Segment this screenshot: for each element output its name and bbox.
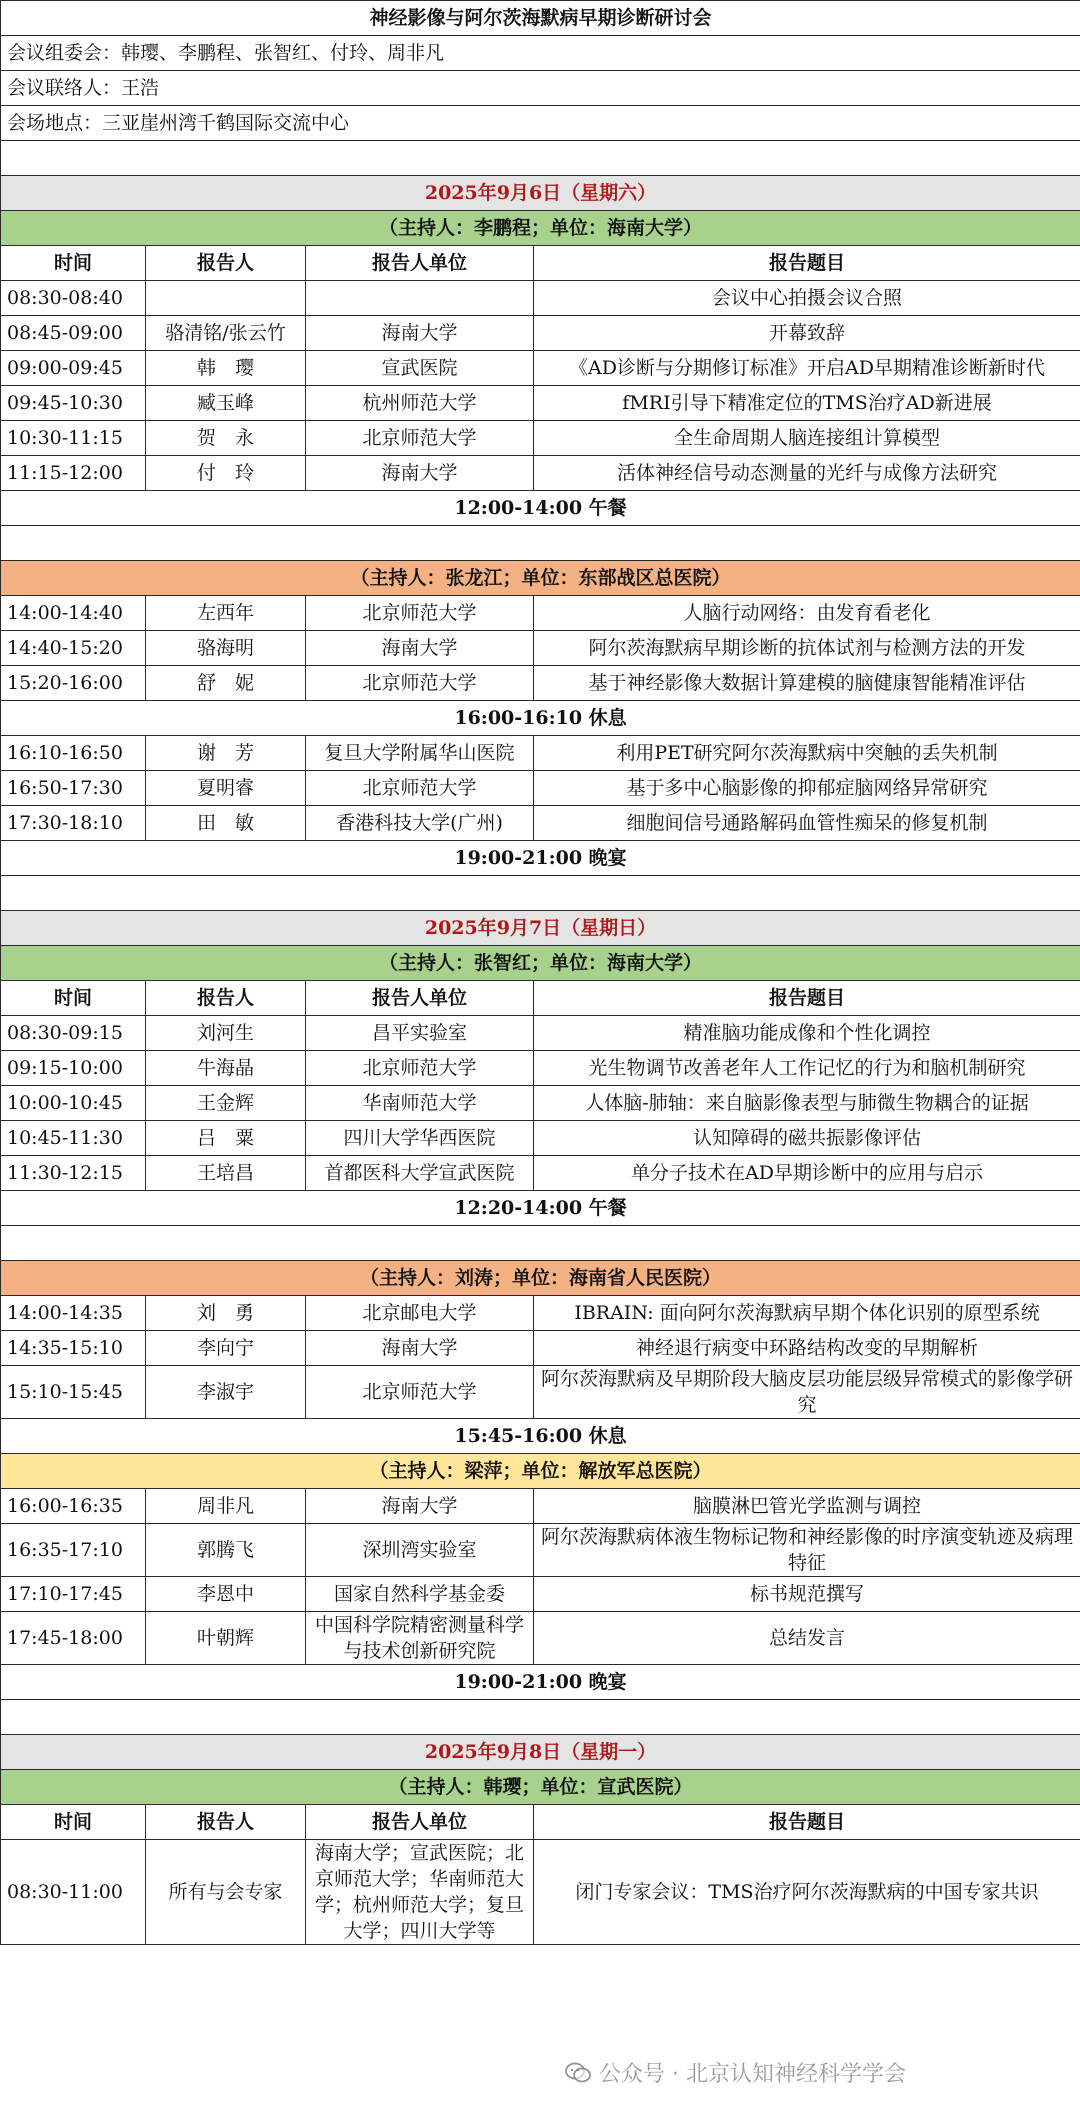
table-row xyxy=(1,1612,1080,1665)
break-row-cell: 12:00-14:00 午餐 xyxy=(1,491,1080,526)
topic-cell: 总结发言 xyxy=(534,1612,1080,1665)
header-affiliation: 报告人单位 xyxy=(306,1805,534,1840)
header-topic: 报告题目 xyxy=(534,1805,1080,1840)
speaker-cell: 田 敏 xyxy=(146,806,306,841)
affiliation-cell: 海南大学 xyxy=(306,456,534,491)
time-cell: 17:45-18:00 xyxy=(1,1612,146,1665)
time-cell: 16:50-17:30 xyxy=(1,771,146,806)
affiliation-cell: 北京师范大学 xyxy=(306,666,534,701)
table-row xyxy=(1,1489,1080,1524)
speaker-cell: 叶朝辉 xyxy=(146,1612,306,1665)
break-row-cell: 16:00-16:10 休息 xyxy=(1,701,1080,736)
spacer-row-cell xyxy=(1,876,1080,911)
time-cell: 15:10-15:45 xyxy=(1,1366,146,1419)
affiliation-cell: 北京师范大学 xyxy=(306,421,534,456)
topic-cell: 《AD诊断与分期修订标准》开启AD早期精准诊断新时代 xyxy=(534,351,1080,386)
topic-cell: IBRAIN: 面向阿尔茨海默病早期个体化识别的原型系统 xyxy=(534,1296,1080,1331)
affiliation-cell: 复旦大学附属华山医院 xyxy=(306,736,534,771)
break-row xyxy=(1,1419,1080,1454)
affiliation-cell: 北京师范大学 xyxy=(306,771,534,806)
time-cell: 10:00-10:45 xyxy=(1,1086,146,1121)
date-row-cell: 2025年9月7日（星期日） xyxy=(1,911,1080,946)
info-line xyxy=(1,106,1080,141)
info-line-cell: 会场地点：三亚崖州湾千鹤国际交流中心 xyxy=(1,106,1080,141)
topic-cell: 活体神经信号动态测量的光纤与成像方法研究 xyxy=(534,456,1080,491)
spacer-row xyxy=(1,876,1080,911)
speaker-cell: 夏明睿 xyxy=(146,771,306,806)
host-row xyxy=(1,946,1080,981)
speaker-cell: 谢 芳 xyxy=(146,736,306,771)
affiliation-cell: 海南大学 xyxy=(306,316,534,351)
date-row-cell: 2025年9月6日（星期六） xyxy=(1,176,1080,211)
time-cell: 10:45-11:30 xyxy=(1,1121,146,1156)
time-cell: 14:35-15:10 xyxy=(1,1331,146,1366)
header-time: 时间 xyxy=(1,981,146,1016)
host-row xyxy=(1,1261,1080,1296)
time-cell: 11:15-12:00 xyxy=(1,456,146,491)
break-row xyxy=(1,1191,1080,1226)
table-row xyxy=(1,1577,1080,1612)
table-row xyxy=(1,281,1080,316)
break-row-cell: 19:00-21:00 晚宴 xyxy=(1,1665,1080,1700)
host-row-cell: （主持人：张龙江；单位：东部战区总医院） xyxy=(1,561,1080,596)
column-header-row xyxy=(1,981,1080,1016)
column-header-row xyxy=(1,246,1080,281)
affiliation-cell: 深圳湾实验室 xyxy=(306,1524,534,1577)
table-row xyxy=(1,771,1080,806)
time-cell: 15:20-16:00 xyxy=(1,666,146,701)
time-cell: 11:30-12:15 xyxy=(1,1156,146,1191)
spacer-row xyxy=(1,1226,1080,1261)
speaker-cell: 王金辉 xyxy=(146,1086,306,1121)
speaker-cell: 韩 璎 xyxy=(146,351,306,386)
header-speaker: 报告人 xyxy=(146,1805,306,1840)
speaker-cell: 李淑宇 xyxy=(146,1366,306,1419)
spacer-row xyxy=(1,526,1080,561)
speaker-cell: 付 玲 xyxy=(146,456,306,491)
host-row-cell: （主持人：李鹏程；单位：海南大学） xyxy=(1,211,1080,246)
header-time: 时间 xyxy=(1,1805,146,1840)
time-cell: 10:30-11:15 xyxy=(1,421,146,456)
topic-cell: 阿尔茨海默病及早期阶段大脑皮层功能层级异常模式的影像学研究 xyxy=(534,1366,1080,1419)
break-row-cell: 15:45-16:00 休息 xyxy=(1,1419,1080,1454)
spacer-row xyxy=(1,1700,1080,1735)
info-line xyxy=(1,36,1080,71)
speaker-cell: 牛海晶 xyxy=(146,1051,306,1086)
speaker-cell: 吕 粟 xyxy=(146,1121,306,1156)
break-row xyxy=(1,1665,1080,1700)
spacer-row-cell xyxy=(1,1700,1080,1735)
header-time: 时间 xyxy=(1,246,146,281)
time-cell: 16:35-17:10 xyxy=(1,1524,146,1577)
time-cell: 08:30-08:40 xyxy=(1,281,146,316)
info-line-cell: 会议联络人：王浩 xyxy=(1,71,1080,106)
topic-cell: 神经退行病变中环路结构改变的早期解析 xyxy=(534,1331,1080,1366)
page-title-cell: 神经影像与阿尔茨海默病早期诊断研讨会 xyxy=(1,1,1080,36)
topic-cell: 光生物调节改善老年人工作记忆的行为和脑机制研究 xyxy=(534,1051,1080,1086)
affiliation-cell: 杭州师范大学 xyxy=(306,386,534,421)
speaker-cell: 左西年 xyxy=(146,596,306,631)
host-row-cell: （主持人：梁萍；单位：解放军总医院） xyxy=(1,1454,1080,1489)
time-cell: 14:00-14:40 xyxy=(1,596,146,631)
table-row xyxy=(1,1051,1080,1086)
header-affiliation: 报告人单位 xyxy=(306,981,534,1016)
topic-cell: 全生命周期人脑连接组计算模型 xyxy=(534,421,1080,456)
speaker-cell: 刘河生 xyxy=(146,1016,306,1051)
speaker-cell: 骆清铭/张云竹 xyxy=(146,316,306,351)
topic-cell: 开幕致辞 xyxy=(534,316,1080,351)
table-row xyxy=(1,1331,1080,1366)
table-row xyxy=(1,1840,1080,1945)
affiliation-cell: 首都医科大学宣武医院 xyxy=(306,1156,534,1191)
watermark xyxy=(565,2057,906,2088)
topic-cell: 人脑行动网络：由发育看老化 xyxy=(534,596,1080,631)
affiliation-cell: 中国科学院精密测量科学与技术创新研究院 xyxy=(306,1612,534,1665)
time-cell: 17:10-17:45 xyxy=(1,1577,146,1612)
speaker-cell: 郭腾飞 xyxy=(146,1524,306,1577)
time-cell: 09:45-10:30 xyxy=(1,386,146,421)
info-line xyxy=(1,71,1080,106)
table-row xyxy=(1,386,1080,421)
time-cell: 08:45-09:00 xyxy=(1,316,146,351)
affiliation-cell: 昌平实验室 xyxy=(306,1016,534,1051)
affiliation-cell: 北京师范大学 xyxy=(306,596,534,631)
speaker-cell: 周非凡 xyxy=(146,1489,306,1524)
topic-cell: 阿尔茨海默病体液生物标记物和神经影像的时序演变轨迹及病理特征 xyxy=(534,1524,1080,1577)
speaker-cell: 刘 勇 xyxy=(146,1296,306,1331)
header-speaker: 报告人 xyxy=(146,246,306,281)
table-row xyxy=(1,421,1080,456)
speaker-cell: 李恩中 xyxy=(146,1577,306,1612)
topic-cell: 闭门专家会议：TMS治疗阿尔茨海默病的中国专家共识 xyxy=(534,1840,1080,1945)
speaker-cell: 舒 妮 xyxy=(146,666,306,701)
topic-cell: 阿尔茨海默病早期诊断的抗体试剂与检测方法的开发 xyxy=(534,631,1080,666)
header-topic: 报告题目 xyxy=(534,981,1080,1016)
speaker-cell: 臧玉峰 xyxy=(146,386,306,421)
table-row xyxy=(1,1524,1080,1577)
topic-cell: 认知障碍的磁共振影像评估 xyxy=(534,1121,1080,1156)
spacer-row-cell xyxy=(1,1226,1080,1261)
time-cell: 14:00-14:35 xyxy=(1,1296,146,1331)
time-cell: 16:10-16:50 xyxy=(1,736,146,771)
date-row-cell: 2025年9月8日（星期一） xyxy=(1,1735,1080,1770)
date-row xyxy=(1,1735,1080,1770)
date-row xyxy=(1,176,1080,211)
break-row xyxy=(1,491,1080,526)
time-cell: 08:30-09:15 xyxy=(1,1016,146,1051)
table-row xyxy=(1,1296,1080,1331)
affiliation-cell: 海南大学 xyxy=(306,1331,534,1366)
table-row xyxy=(1,736,1080,771)
host-row-cell: （主持人：刘涛；单位：海南省人民医院） xyxy=(1,1261,1080,1296)
speaker-cell: 贺 永 xyxy=(146,421,306,456)
time-cell: 14:40-15:20 xyxy=(1,631,146,666)
affiliation-cell: 北京师范大学 xyxy=(306,1366,534,1419)
host-row xyxy=(1,1770,1080,1805)
topic-cell: 标书规范撰写 xyxy=(534,1577,1080,1612)
spacer-row-cell xyxy=(1,526,1080,561)
break-row xyxy=(1,701,1080,736)
topic-cell: 单分子技术在AD早期诊断中的应用与启示 xyxy=(534,1156,1080,1191)
host-row xyxy=(1,1454,1080,1489)
affiliation-cell: 香港科技大学(广州) xyxy=(306,806,534,841)
wechat-icon xyxy=(565,2062,591,2084)
page-title xyxy=(1,1,1080,36)
column-header-row xyxy=(1,1805,1080,1840)
affiliation-cell: 北京邮电大学 xyxy=(306,1296,534,1331)
speaker-cell: 王培昌 xyxy=(146,1156,306,1191)
table-row xyxy=(1,1156,1080,1191)
affiliation-cell: 北京师范大学 xyxy=(306,1051,534,1086)
date-row xyxy=(1,911,1080,946)
table-row xyxy=(1,631,1080,666)
host-row-cell: （主持人：韩璎；单位：宣武医院） xyxy=(1,1770,1080,1805)
topic-cell: fMRI引导下精准定位的TMS治疗AD新进展 xyxy=(534,386,1080,421)
table-row xyxy=(1,1121,1080,1156)
table-row xyxy=(1,456,1080,491)
affiliation-cell: 四川大学华西医院 xyxy=(306,1121,534,1156)
topic-cell: 细胞间信号通路解码血管性痴呆的修复机制 xyxy=(534,806,1080,841)
speaker-cell: 李向宁 xyxy=(146,1331,306,1366)
affiliation-cell: 国家自然科学基金委 xyxy=(306,1577,534,1612)
speaker-cell: 所有与会专家 xyxy=(146,1840,306,1945)
time-cell: 16:00-16:35 xyxy=(1,1489,146,1524)
host-row xyxy=(1,211,1080,246)
time-cell: 08:30-11:00 xyxy=(1,1840,146,1945)
table-row xyxy=(1,316,1080,351)
speaker-cell: 骆海明 xyxy=(146,631,306,666)
host-row xyxy=(1,561,1080,596)
info-line-cell: 会议组委会：韩璎、李鹏程、张智红、付玲、周非凡 xyxy=(1,36,1080,71)
affiliation-cell: 海南大学 xyxy=(306,1489,534,1524)
time-cell: 17:30-18:10 xyxy=(1,806,146,841)
spacer-row xyxy=(1,141,1080,176)
watermark-text: 公众号 · 北京认知神经科学学会 xyxy=(599,2062,906,2087)
topic-cell: 精准脑功能成像和个性化调控 xyxy=(534,1016,1080,1051)
break-row xyxy=(1,841,1080,876)
host-row-cell: （主持人：张智红；单位：海南大学） xyxy=(1,946,1080,981)
time-cell: 09:00-09:45 xyxy=(1,351,146,386)
affiliation-cell: 海南大学；宣武医院；北京师范大学；华南师范大学；杭州师范大学；复旦大学；四川大学等 xyxy=(306,1840,534,1945)
header-speaker: 报告人 xyxy=(146,981,306,1016)
table-row xyxy=(1,596,1080,631)
topic-cell: 人体脑-肺轴：来自脑影像表型与肺微生物耦合的证据 xyxy=(534,1086,1080,1121)
affiliation-cell: 海南大学 xyxy=(306,631,534,666)
speaker-cell xyxy=(146,281,306,316)
table-row xyxy=(1,351,1080,386)
affiliation-cell: 宣武医院 xyxy=(306,351,534,386)
topic-cell: 基于神经影像大数据计算建模的脑健康智能精准评估 xyxy=(534,666,1080,701)
header-topic: 报告题目 xyxy=(534,246,1080,281)
topic-cell: 利用PET研究阿尔茨海默病中突触的丢失机制 xyxy=(534,736,1080,771)
break-row-cell: 12:20-14:00 午餐 xyxy=(1,1191,1080,1226)
time-cell: 09:15-10:00 xyxy=(1,1051,146,1086)
affiliation-cell: 华南师范大学 xyxy=(306,1086,534,1121)
header-affiliation: 报告人单位 xyxy=(306,246,534,281)
spacer-row-cell xyxy=(1,141,1080,176)
affiliation-cell xyxy=(306,281,534,316)
table-row xyxy=(1,1086,1080,1121)
topic-cell: 基于多中心脑影像的抑郁症脑网络异常研究 xyxy=(534,771,1080,806)
topic-cell: 会议中心拍摄会议合照 xyxy=(534,281,1080,316)
table-row xyxy=(1,1016,1080,1051)
topic-cell: 脑膜淋巴管光学监测与调控 xyxy=(534,1489,1080,1524)
table-row xyxy=(1,1366,1080,1419)
table-row xyxy=(1,666,1080,701)
table-row xyxy=(1,806,1080,841)
break-row-cell: 19:00-21:00 晚宴 xyxy=(1,841,1080,876)
